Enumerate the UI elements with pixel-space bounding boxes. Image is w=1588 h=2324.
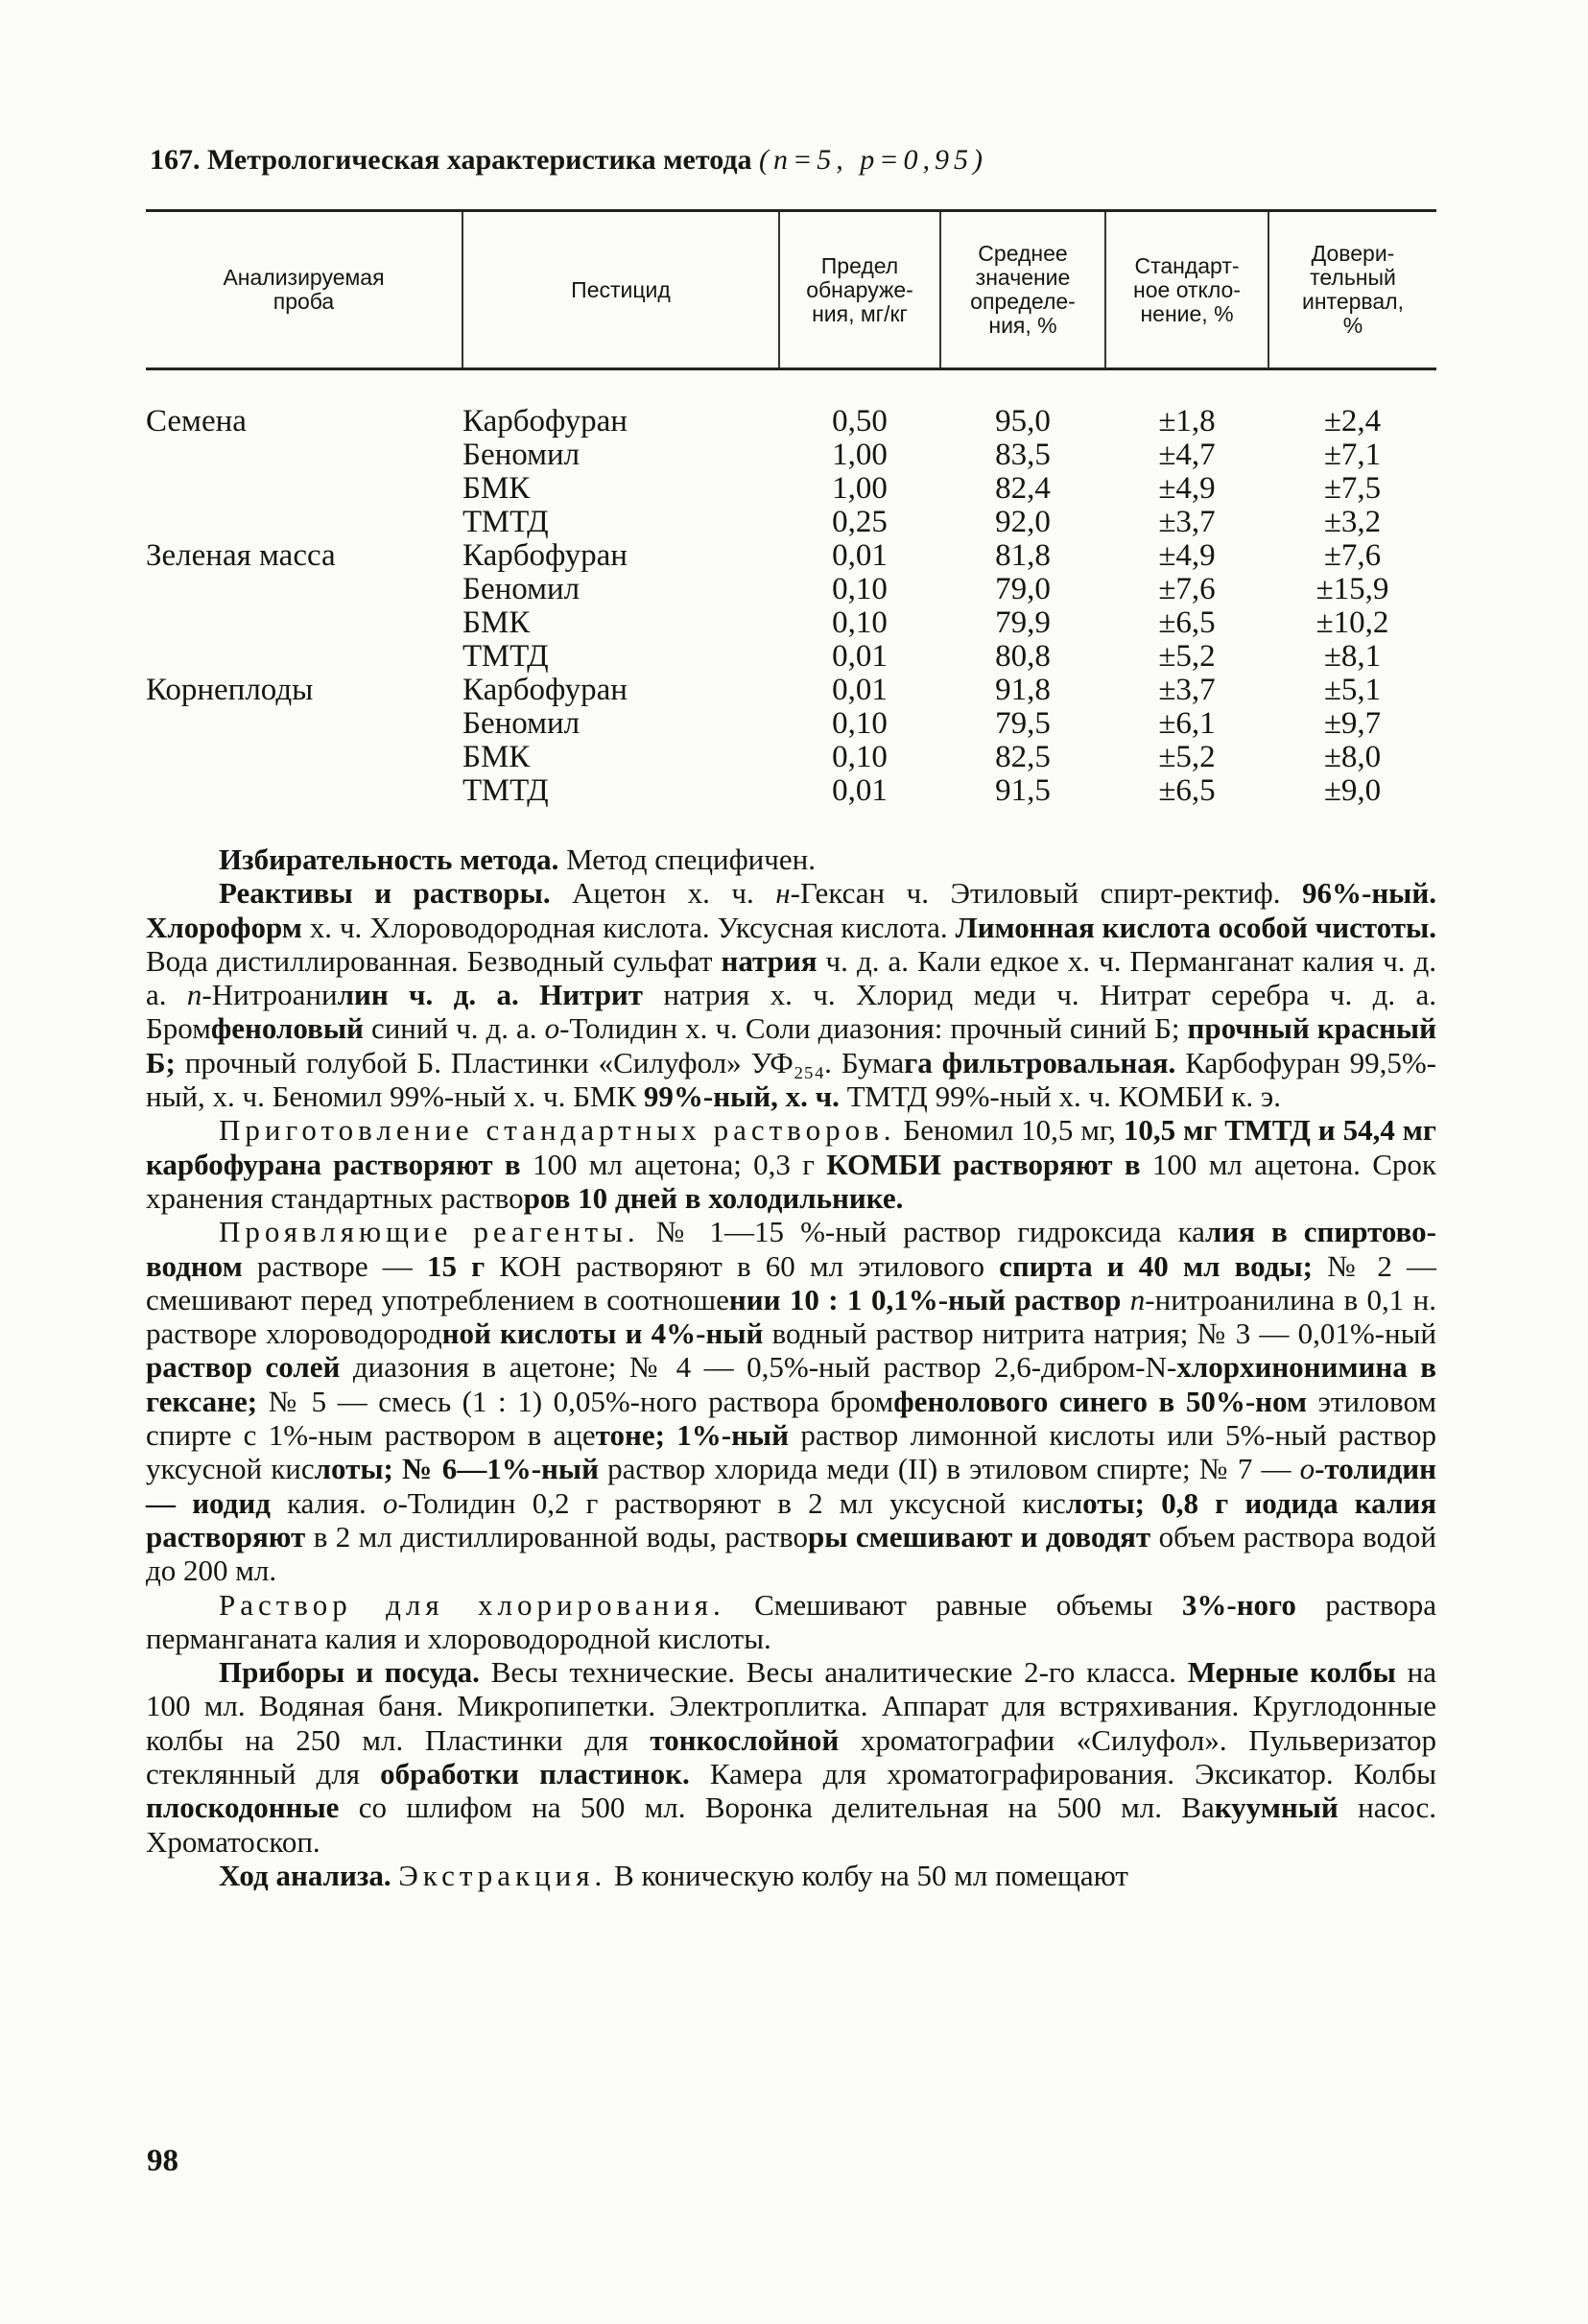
pesticide-value: Беномил: [462, 572, 581, 606]
table-title: Метрологическая характеристика метода: [207, 144, 752, 176]
std-deviation-value: ±6,5: [1158, 773, 1216, 808]
std-deviation-value: ±6,1: [1158, 706, 1216, 741]
pesticide-value: Карбофуран: [462, 404, 628, 439]
confidence-interval-value: ±9,7: [1323, 706, 1382, 741]
text-run: со шлифом на 500 мл. Воронка делительная на 500 мл. Ва: [339, 1790, 1215, 1825]
text-run: о: [544, 1011, 560, 1046]
text-run: КОН растворяют в 60 мл этилового: [485, 1248, 1000, 1283]
mean-value-value: 95,0: [995, 404, 1051, 439]
cell-mean-value: [940, 674, 1105, 808]
text-run: прочный красный Б;: [146, 1011, 1436, 1079]
confidence-interval-value: ±7,6: [1323, 538, 1382, 573]
pesticide-value: Беномил: [462, 438, 581, 472]
paragraph: [146, 1215, 1436, 1587]
std-deviation-value: ±3,7: [1158, 505, 1216, 539]
text-run: -нитроанилина в 0,1 н. растворе хлороводород: [146, 1282, 1437, 1351]
header-detection-limit: Предел обнаруже- ния, мг/кг: [779, 211, 940, 369]
cell-std-deviation: [1105, 539, 1268, 674]
text-run: н: [775, 876, 791, 911]
detection-limit-value: 1,00: [832, 438, 888, 472]
text-run: Избирательность метода.: [219, 842, 559, 876]
text-run: насос. Хроматоскоп.: [146, 1790, 1436, 1859]
cell-pesticide: [462, 674, 779, 808]
cell-std-deviation: [1105, 674, 1268, 808]
std-deviation-value: ±6,5: [1158, 605, 1216, 640]
text-run: Камера для хроматографирования. Эксикатор. Колбы: [689, 1757, 1436, 1791]
cell-sample: [146, 369, 462, 540]
paragraph: [146, 842, 1436, 876]
mean-value-value: 82,4: [995, 471, 1051, 506]
text-run: 96%-ный. Хлороформ: [146, 876, 1436, 944]
cell-std-deviation: [1105, 369, 1268, 540]
cell-sample: [146, 674, 462, 808]
mean-value-value: 80,8: [995, 639, 1051, 674]
cell-detection-limit: [779, 539, 940, 674]
text-run: фенолового синего в 50%-ном: [893, 1384, 1308, 1418]
cell-pesticide: [462, 369, 779, 540]
cell-mean-value: [940, 539, 1105, 674]
detection-limit-value: 0,10: [832, 605, 888, 640]
text-run: Беномил 10,5 мг,: [895, 1113, 1124, 1148]
mean-value-value: 82,5: [995, 740, 1051, 774]
mean-value-value: 79,5: [995, 706, 1051, 741]
text-run: Лимонная кислота особой чистоты.: [955, 910, 1436, 944]
detection-limit-value: 0,10: [832, 740, 888, 774]
page: [146, 144, 1436, 1892]
text-run: Смешивают равные объемы: [724, 1587, 1182, 1622]
detection-limit-value: 0,01: [832, 673, 888, 707]
std-deviation-value: ±4,9: [1158, 538, 1216, 573]
paragraph: [146, 1859, 1436, 1892]
detection-limit-value: 1,00: [832, 471, 888, 506]
text-run: -толидин — иодид: [146, 1452, 1437, 1520]
text-run: Мерные колбы: [1187, 1655, 1396, 1690]
paragraph: [146, 1113, 1436, 1215]
text-run: Приборы и посуда.: [219, 1655, 480, 1690]
text-run: 100 мл ацетона; 0,3 г: [520, 1147, 827, 1181]
detection-limit-value: 0,01: [832, 773, 888, 808]
text-run: Ацетон х. ч.: [550, 876, 776, 911]
text-run: ры смешивают и доводят: [807, 1519, 1151, 1553]
text-run: га фильтровальная.: [904, 1045, 1176, 1079]
confidence-interval-value: ±7,1: [1323, 438, 1382, 472]
text-run: 15 г: [426, 1248, 486, 1283]
text-run: Реактивы и растворы.: [219, 876, 551, 911]
text-run: Весы технические. Весы аналитические 2-го класса.: [479, 1655, 1188, 1690]
text-run: Карбофуран 99,5%-ный, х. ч. Беномил 99%-ный х. ч. БМК: [146, 1045, 1436, 1114]
table-params: (n=5, p=0,95): [759, 144, 987, 176]
confidence-interval-value: ±3,2: [1323, 505, 1382, 539]
paragraph: [146, 1655, 1436, 1859]
confidence-interval-value: ±10,2: [1315, 605, 1389, 640]
cell-sample: [146, 539, 462, 674]
cell-detection-limit: [779, 674, 940, 808]
text-run: Раствор для хлорирования.: [219, 1587, 725, 1622]
pesticide-value: БМК: [462, 740, 531, 774]
cell-confidence-interval: [1268, 674, 1436, 808]
text-run: хлорхинонимина в гексане;: [146, 1350, 1436, 1418]
text-run: о: [1299, 1452, 1315, 1486]
confidence-interval-value: ±7,5: [1323, 471, 1382, 506]
pesticide-value: БМК: [462, 471, 531, 506]
header-confidence-interval: Довери- тельный интервал, %: [1268, 211, 1436, 369]
cell-confidence-interval: [1268, 369, 1436, 540]
header-std-deviation: Стандарт- ное откло- нение, %: [1105, 211, 1268, 369]
text-run: № 5 — смесь (1 : 1) 0,05%-ного раствора бром: [257, 1384, 894, 1418]
text-run: № 1—15 %-ный раствор гидроксида ка: [639, 1215, 1205, 1249]
confidence-interval-value: ±5,1: [1323, 673, 1382, 707]
table-body: [146, 369, 1436, 809]
text-run: 100 мл ацетона. Срок хранения стандартных раство: [146, 1147, 1436, 1215]
text-run: раствора перманганата калия и хлороводородной кислоты.: [146, 1587, 1437, 1655]
text-run: куумный: [1214, 1790, 1339, 1825]
text-run: лия в спиртово-водном: [146, 1215, 1436, 1283]
text-run: ч. д. а. Кали едкое х. ч. Перманганат калия ч. д. а.: [146, 943, 1436, 1012]
text-run: № 2 — смешивают перед употреблением в соотноше: [146, 1248, 1437, 1316]
cell-confidence-interval: [1268, 539, 1436, 674]
header-pesticide: Пестицид: [462, 211, 779, 369]
text-run: Приготовление стандартных растворов.: [219, 1113, 896, 1148]
text-run: феноловый: [210, 1011, 364, 1046]
cell-pesticide: [462, 539, 779, 674]
confidence-interval-value: ±15,9: [1315, 572, 1389, 606]
mean-value-value: 91,5: [995, 773, 1051, 808]
text-run: лоты; 0,8 г иодида калия растворяют: [146, 1485, 1436, 1553]
text-run: плоскодонные: [146, 1790, 340, 1825]
text-run: растворе —: [242, 1248, 427, 1283]
text-run: нии 10 : 1 0,1%-ный раствор: [728, 1282, 1122, 1316]
text-run: -Толидин 0,2 г растворяют в 2 мл уксусной кис: [397, 1485, 1066, 1520]
text-run: раствор лимонной кислоты или 5%-ный раствор уксусной кис: [146, 1418, 1437, 1486]
text-run: хроматографии «Силуфол». Пульверизатор стеклянный для: [146, 1722, 1436, 1791]
text-run: 3%-ного: [1181, 1587, 1296, 1622]
table-row: [146, 674, 1436, 808]
text-run: о: [382, 1485, 398, 1520]
text-run: лоты; № 6—1%-ный: [314, 1452, 599, 1486]
text-run: тонкослойной: [650, 1722, 840, 1757]
mean-value-value: 83,5: [995, 438, 1051, 472]
sample-name: Семена: [146, 404, 247, 439]
text-run: синий ч. д. а.: [363, 1011, 545, 1046]
mean-value-value: 79,0: [995, 572, 1051, 606]
pesticide-value: Карбофуран: [462, 538, 628, 573]
text-run: объем раствора водой до 200 мл.: [146, 1519, 1436, 1588]
confidence-interval-value: ±8,0: [1323, 740, 1382, 774]
text-run: ров 10 дней в холодильнике.: [523, 1180, 904, 1215]
text-run: натрия х. ч. Хлорид меди ч. Нитрат серебра ч. д. а. Бром: [146, 978, 1436, 1046]
sample-name: Зеленая масса: [146, 538, 336, 573]
pesticide-value: ТМТД: [462, 773, 549, 808]
text-run: [1121, 1283, 1129, 1316]
header-sample: Анализируемая проба: [146, 211, 462, 369]
detection-limit-value: 0,10: [832, 706, 888, 741]
mean-value-value: 92,0: [995, 505, 1051, 539]
confidence-interval-value: ±2,4: [1323, 404, 1382, 439]
text-run: -Толидин х. ч. Соли диазония: прочный синий Б;: [559, 1011, 1188, 1046]
text-run: Ход анализа.: [219, 1858, 391, 1892]
std-deviation-value: ±4,9: [1158, 471, 1216, 506]
text-run: -Гексан ч. Этиловый спирт-ректиф.: [790, 876, 1302, 911]
text-run: водный раствор нитрита натрия; № 3 — 0,01%-ный: [763, 1316, 1437, 1351]
text-run: спирта и 40 мл воды;: [999, 1248, 1313, 1283]
detection-limit-value: 0,10: [832, 572, 888, 606]
std-deviation-value: ±1,8: [1158, 404, 1216, 439]
page-number: 98: [147, 2144, 178, 2178]
text-run: раствор хлорида меди (II) в этиловом спирте; № 7 —: [598, 1452, 1300, 1486]
text-run: п: [186, 978, 202, 1012]
sample-name: Корнеплоды: [146, 673, 314, 707]
confidence-interval-value: ±9,0: [1323, 773, 1382, 808]
table-row: [146, 539, 1436, 674]
table-row: [146, 369, 1436, 540]
pesticide-value: БМК: [462, 605, 531, 640]
text-run: п: [1129, 1282, 1146, 1316]
detection-limit-value: 0,01: [832, 538, 888, 573]
std-deviation-value: ±4,7: [1158, 438, 1216, 472]
text-run: В коническую колбу на 50 мл помещают: [606, 1858, 1128, 1892]
text-run: КОМБИ растворяют в: [826, 1147, 1141, 1181]
table-caption: [150, 144, 1436, 177]
std-deviation-value: ±5,2: [1158, 740, 1216, 774]
mean-value-value: 79,9: [995, 605, 1051, 640]
text-run: прочный голубой Б. Пластинки «Силуфол» УФ₂₅₄. Бума: [175, 1045, 905, 1079]
text-run: Вода дистиллированная. Безводный сульфат: [146, 943, 722, 978]
text-run: калия.: [270, 1485, 383, 1520]
text-run: раствор солей: [146, 1350, 341, 1385]
text-run: в 2 мл дистиллированной воды, раство: [305, 1519, 808, 1553]
text-run: ТМТД 99%-ный х. ч. КОМБИ к. э.: [839, 1079, 1281, 1114]
confidence-interval-value: ±8,1: [1323, 639, 1382, 674]
paragraph: [146, 876, 1436, 1113]
text-run: тоне; 1%-ный: [595, 1418, 789, 1453]
cell-mean-value: [940, 369, 1105, 540]
text-run: -Нитроани: [201, 978, 338, 1012]
cell-detection-limit: [779, 369, 940, 540]
text-run: натрия: [721, 943, 818, 978]
detection-limit-value: 0,50: [832, 404, 888, 439]
text-run: лин ч. д. а. Нитрит: [337, 978, 644, 1012]
std-deviation-value: ±7,6: [1158, 572, 1216, 606]
pesticide-value: Беномил: [462, 706, 581, 741]
metrology-table: [146, 209, 1436, 808]
mean-value-value: 91,8: [995, 673, 1051, 707]
detection-limit-value: 0,01: [832, 639, 888, 674]
text-run: диазония в ацетоне; № 4 — 0,5%-ный раствор 2,6-дибром-N-: [340, 1350, 1177, 1385]
table-number: 167.: [150, 144, 201, 176]
body-text: [146, 842, 1436, 1892]
paragraph: [146, 1588, 1436, 1656]
text-run: Метод специфичен.: [558, 842, 816, 876]
std-deviation-value: ±5,2: [1158, 639, 1216, 674]
header-mean-value: Среднее значение определе- ния, %: [940, 211, 1105, 369]
text-run: Экстракция.: [398, 1858, 607, 1892]
text-run: обработки пластинок.: [380, 1757, 690, 1791]
pesticide-value: Карбофуран: [462, 673, 628, 707]
table-header-row: [146, 211, 1436, 369]
text-run: этиловом спирте с 1%-ным раствором в аце: [146, 1384, 1436, 1453]
pesticide-value: ТМТД: [462, 505, 549, 539]
text-run: 99%-ный, х. ч.: [643, 1079, 840, 1114]
text-run: х. ч. Хлороводородная кислота. Уксусная кислота.: [301, 910, 956, 944]
std-deviation-value: ±3,7: [1158, 673, 1216, 707]
text-run: 10,5 мг ТМТД и 54,4 мг карбофурана растворяют в: [146, 1113, 1436, 1181]
text-run: ной кислоты и 4%-ный: [441, 1316, 764, 1351]
detection-limit-value: 0,25: [832, 505, 888, 539]
text-run: на 100 мл. Водяная баня. Микропипетки. Электроплитка. Аппарат для встряхивания. Круглодонные колбы на 250 мл. Пластинки для: [146, 1655, 1436, 1757]
mean-value-value: 81,8: [995, 538, 1051, 573]
pesticide-value: ТМТД: [462, 639, 549, 674]
text-run: Проявляющие реагенты.: [219, 1215, 640, 1249]
